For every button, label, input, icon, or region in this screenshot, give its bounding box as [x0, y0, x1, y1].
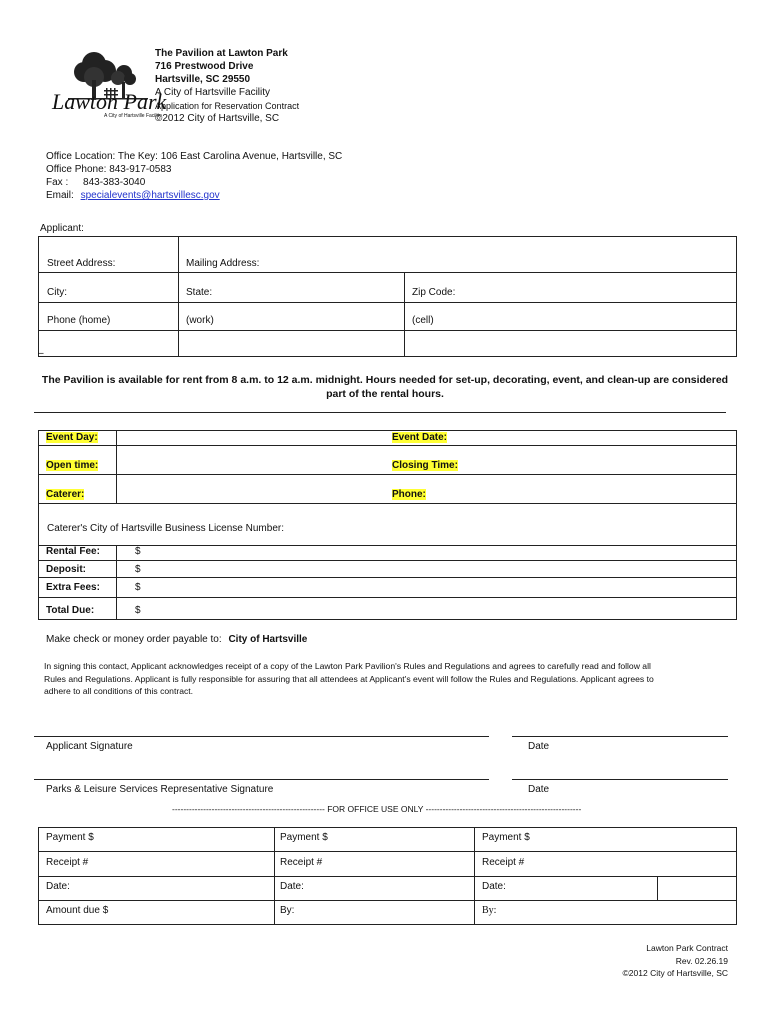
rental-fee-label: Rental Fee:: [46, 546, 100, 557]
extra-fees-label: Extra Fees:: [46, 582, 100, 593]
header-title: The Pavilion at Lawton Park: [155, 48, 288, 59]
date-field-1[interactable]: Date:: [46, 881, 70, 892]
date-field-3[interactable]: Date:: [482, 881, 506, 892]
receipt-field-1[interactable]: Receipt #: [46, 857, 89, 868]
notice-divider: [34, 412, 726, 413]
representative-signature-label: Parks & Leisure Services Representative Signature: [46, 784, 274, 795]
notice-line-1: The Pavilion is available for rent from 8 a.m. to 12 a.m. midnight. Hours needed for set-up, decorating, event, and clean-up are considered: [41, 374, 729, 386]
applicant-signature-line[interactable]: [34, 736, 489, 737]
event-day-field[interactable]: Event Day:: [46, 432, 98, 443]
date-field-2[interactable]: Date:: [280, 881, 304, 892]
street-address-field[interactable]: Street Address:: [47, 258, 116, 269]
office-info: [46, 150, 446, 202]
footer-revision: Rev. 02.26.19: [675, 955, 728, 966]
representative-date-line[interactable]: [512, 779, 728, 780]
agreement-text: [44, 660, 734, 698]
office-location: Office Location: The Key: 106 East Carolina Avenue, Hartsville, SC: [46, 151, 343, 162]
logo-name: Lawton Park: [52, 89, 167, 114]
agreement-line-1: In signing this contact, Applicant acknowledges receipt of a copy of the Lawton Park Pavilion's Rules and Regulations and agrees to carefully read and follow all: [44, 661, 651, 671]
by-field-1[interactable]: By:: [280, 905, 295, 916]
deposit-dollar: $: [135, 564, 141, 575]
office-email: [46, 189, 446, 202]
email-link[interactable]: specialevents@hartsvillesc.gov: [80, 190, 220, 201]
closing-time-field[interactable]: Closing Time:: [392, 460, 458, 471]
business-license-field[interactable]: Caterer's City of Hartsville Business License Number:: [47, 523, 284, 534]
header-street: 716 Prestwood Drive: [155, 61, 254, 72]
header-address-block: [155, 47, 355, 125]
lawton-park-logo: [48, 46, 167, 124]
representative-date-label: Date: [528, 784, 550, 795]
stray-mark: –: [38, 348, 44, 359]
extra-fees-dollar: $: [135, 582, 141, 593]
by-field-2[interactable]: By:: [482, 905, 497, 916]
agreement-line-2: Rules and Regulations. Applicant is fully responsible for assuring that all attendees at Applicant's event will follow the Rules and Regulations. Applicant agrees to: [44, 673, 654, 684]
caterer-field[interactable]: Caterer:: [46, 489, 85, 500]
city-field[interactable]: City:: [47, 287, 67, 298]
office-use-banner: ------------------------------------------------------ FOR OFFICE USE ONLY -------------------------------------------------------: [172, 804, 582, 814]
applicant-date-label: Date: [528, 741, 550, 752]
mailing-address-field[interactable]: Mailing Address:: [186, 258, 260, 269]
payment-field-3[interactable]: Payment $: [482, 832, 530, 843]
header-copyright: ©2012 City of Hartsville, SC: [155, 113, 280, 124]
header-facility: A City of Hartsville Facility: [155, 87, 271, 98]
payment-field-2[interactable]: Payment $: [280, 832, 328, 843]
applicant-date-line[interactable]: [512, 736, 728, 737]
receipt-field-3[interactable]: Receipt #: [482, 857, 525, 868]
total-due-label: Total Due:: [46, 605, 95, 616]
office-phone: Office Phone: 843-917-0583: [46, 164, 172, 175]
fax-value: 843-383-3040: [83, 177, 146, 188]
rental-hours-notice: [34, 373, 736, 401]
total-due-dollar: $: [135, 605, 141, 616]
header-citystate: Hartsville, SC 29550: [155, 74, 251, 85]
agreement-line-3: adhere to all conditions of this contract.: [44, 686, 194, 696]
phone-home-field[interactable]: Phone (home): [47, 315, 111, 326]
phone-cell-field[interactable]: (cell): [412, 315, 434, 326]
receipt-field-2[interactable]: Receipt #: [280, 857, 323, 868]
caterer-phone-field[interactable]: Phone:: [392, 489, 426, 500]
rental-fee-dollar: $: [135, 546, 141, 557]
logo-tagline: A City of Hartsville Facility: [104, 113, 162, 119]
payee: City of Hartsville: [228, 634, 308, 645]
applicant-table: [38, 236, 737, 357]
event-date-field[interactable]: Event Date:: [392, 432, 448, 443]
amount-due-field[interactable]: Amount due $: [46, 905, 109, 916]
footer-contract-name: Lawton Park Contract: [646, 943, 728, 953]
notice-line-2: part of the rental hours.: [326, 388, 444, 400]
fax-label: Fax :: [46, 177, 69, 188]
payment-field-1[interactable]: Payment $: [46, 832, 94, 843]
email-label: Email:: [46, 190, 74, 201]
make-check-text: Make check or money order payable to:: [46, 634, 222, 645]
footer-copyright: ©2012 City of Hartsville, SC: [622, 968, 728, 978]
office-fax: [46, 176, 446, 189]
phone-work-field[interactable]: (work): [186, 315, 214, 326]
deposit-label: Deposit:: [46, 564, 86, 575]
representative-signature-line[interactable]: [34, 779, 489, 780]
zip-field[interactable]: Zip Code:: [412, 287, 456, 298]
header-doc-name: Application for Reservation Contract: [155, 101, 300, 111]
make-check-line: [46, 633, 307, 646]
applicant-signature-label: Applicant Signature: [46, 741, 133, 752]
open-time-field[interactable]: Open time:: [46, 460, 99, 471]
footer: [560, 942, 728, 980]
state-field[interactable]: State:: [186, 287, 213, 298]
applicant-label: Applicant:: [40, 223, 84, 234]
